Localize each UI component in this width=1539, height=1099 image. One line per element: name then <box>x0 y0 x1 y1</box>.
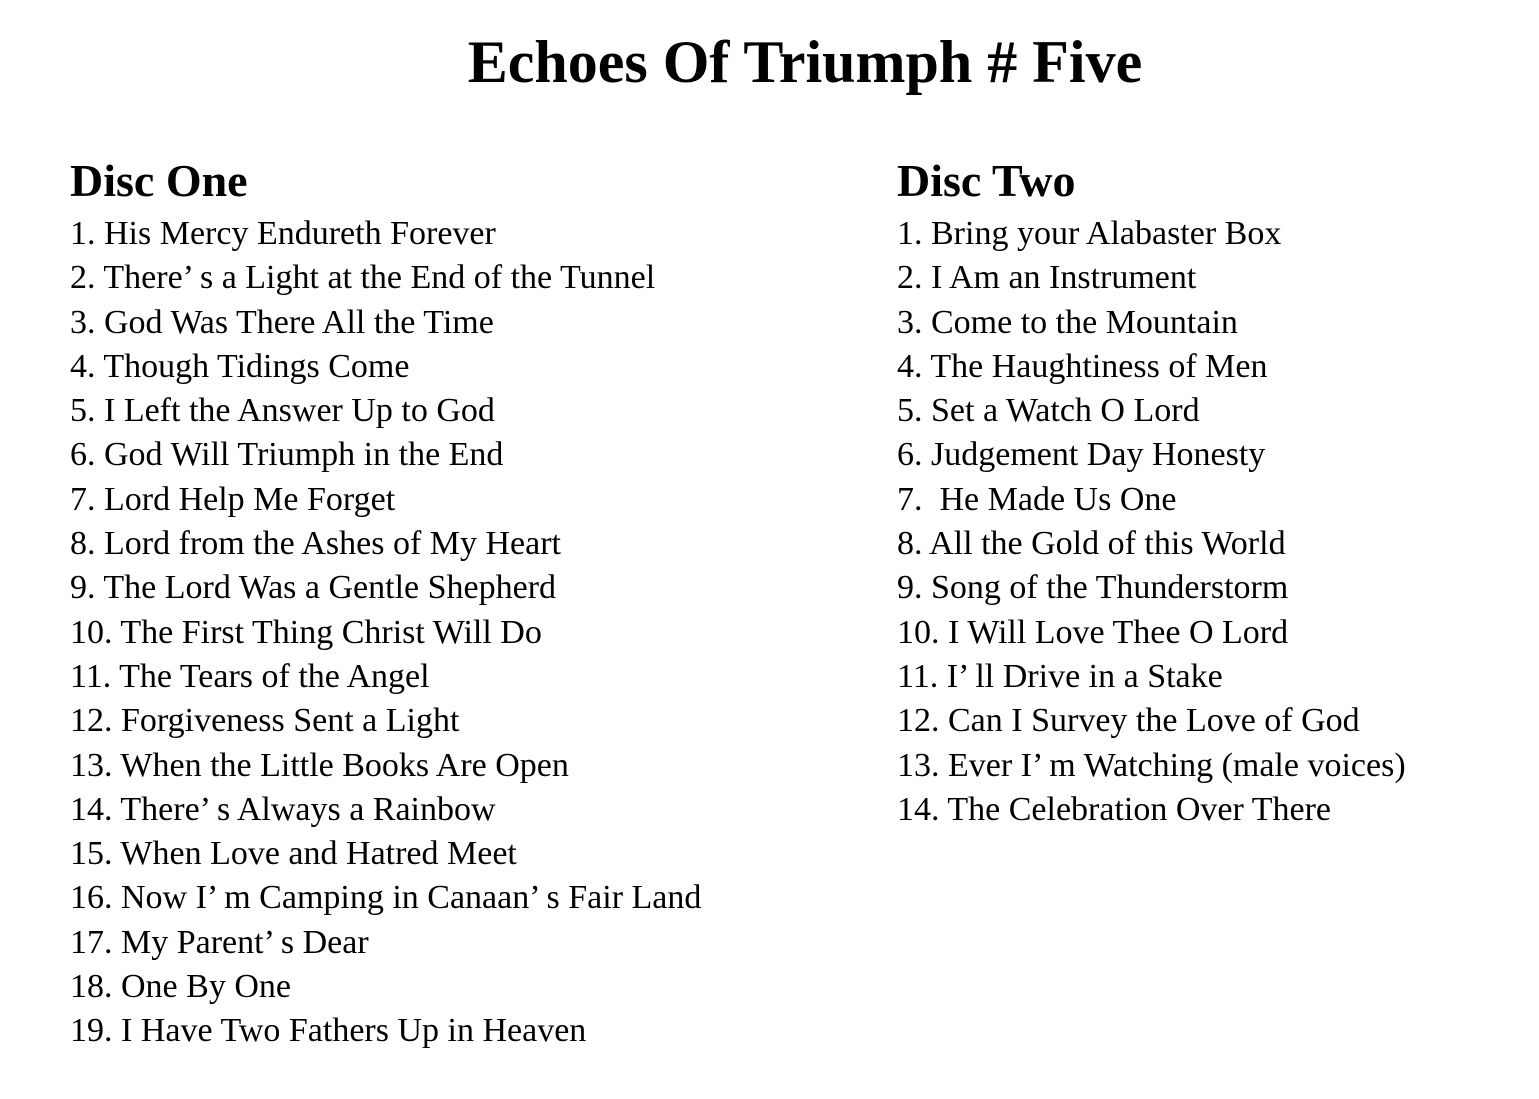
track-item: 7. Lord Help Me Forget <box>70 480 396 518</box>
track-item: 6. God Will Triumph in the End <box>70 436 504 474</box>
track-item: 5. I Left the Answer Up to God <box>70 392 495 430</box>
track-item: 11. The Tears of the Angel <box>70 657 430 695</box>
track-item: 4. The Haughtiness of Men <box>897 347 1268 385</box>
track-item: 3. Come to the Mountain <box>897 303 1238 341</box>
page-title: Echoes Of Triumph # Five <box>467 29 1143 95</box>
track-item: 16. Now I’ m Camping in Canaan’ s Fair Land <box>70 879 702 917</box>
track-item: 11. I’ ll Drive in a Stake <box>897 657 1223 695</box>
track-item: 13. When the Little Books Are Open <box>70 746 569 784</box>
track-item: 14. The Celebration Over There <box>897 790 1331 828</box>
disc-one-track-list <box>70 212 701 1054</box>
track-item: 12. Forgiveness Sent a Light <box>70 702 460 740</box>
track-item: 1. Bring your Alabaster Box <box>897 215 1282 252</box>
track-item: 7. He Made Us One <box>897 480 1177 518</box>
disc-one-section <box>70 150 701 1054</box>
track-item: 10. I Will Love Thee O Lord <box>897 613 1289 651</box>
track-item: 4. Though Tidings Come <box>70 347 410 385</box>
track-item: 18. One By One <box>70 968 291 1006</box>
track-item: 8. All the Gold of this World <box>897 525 1286 563</box>
track-item: 8. Lord from the Ashes of My Heart <box>70 525 562 563</box>
track-item: 19. I Have Two Fathers Up in Heaven <box>70 1012 587 1050</box>
track-item: 15. When Love and Hatred Meet <box>70 835 517 873</box>
track-item: 5. Set a Watch O Lord <box>897 392 1200 430</box>
track-item: 9. Song of the Thunderstorm <box>897 569 1289 607</box>
track-item: 3. God Was There All the Time <box>70 303 494 341</box>
track-item: 9. The Lord Was a Gentle Shepherd <box>70 569 557 607</box>
track-item: 12. Can I Survey the Love of God <box>897 702 1360 740</box>
disc-two-track-list <box>897 212 1406 832</box>
track-item: 1. His Mercy Endureth Forever <box>70 215 496 252</box>
track-item: 14. There’ s Always a Rainbow <box>70 790 496 828</box>
disc-two-heading: Disc Two <box>897 155 1076 206</box>
track-item: 10. The First Thing Christ Will Do <box>70 613 542 651</box>
disc-one-heading: Disc One <box>70 155 248 206</box>
track-item: 2. There’ s a Light at the End of the Tunnel <box>70 259 656 297</box>
track-item: 17. My Parent’ s Dear <box>70 923 369 961</box>
track-item: 13. Ever I’ m Watching (male voices) <box>897 746 1406 784</box>
track-item: 6. Judgement Day Honesty <box>897 436 1266 474</box>
track-item: 2. I Am an Instrument <box>897 259 1197 297</box>
disc-two-section <box>897 150 1406 832</box>
